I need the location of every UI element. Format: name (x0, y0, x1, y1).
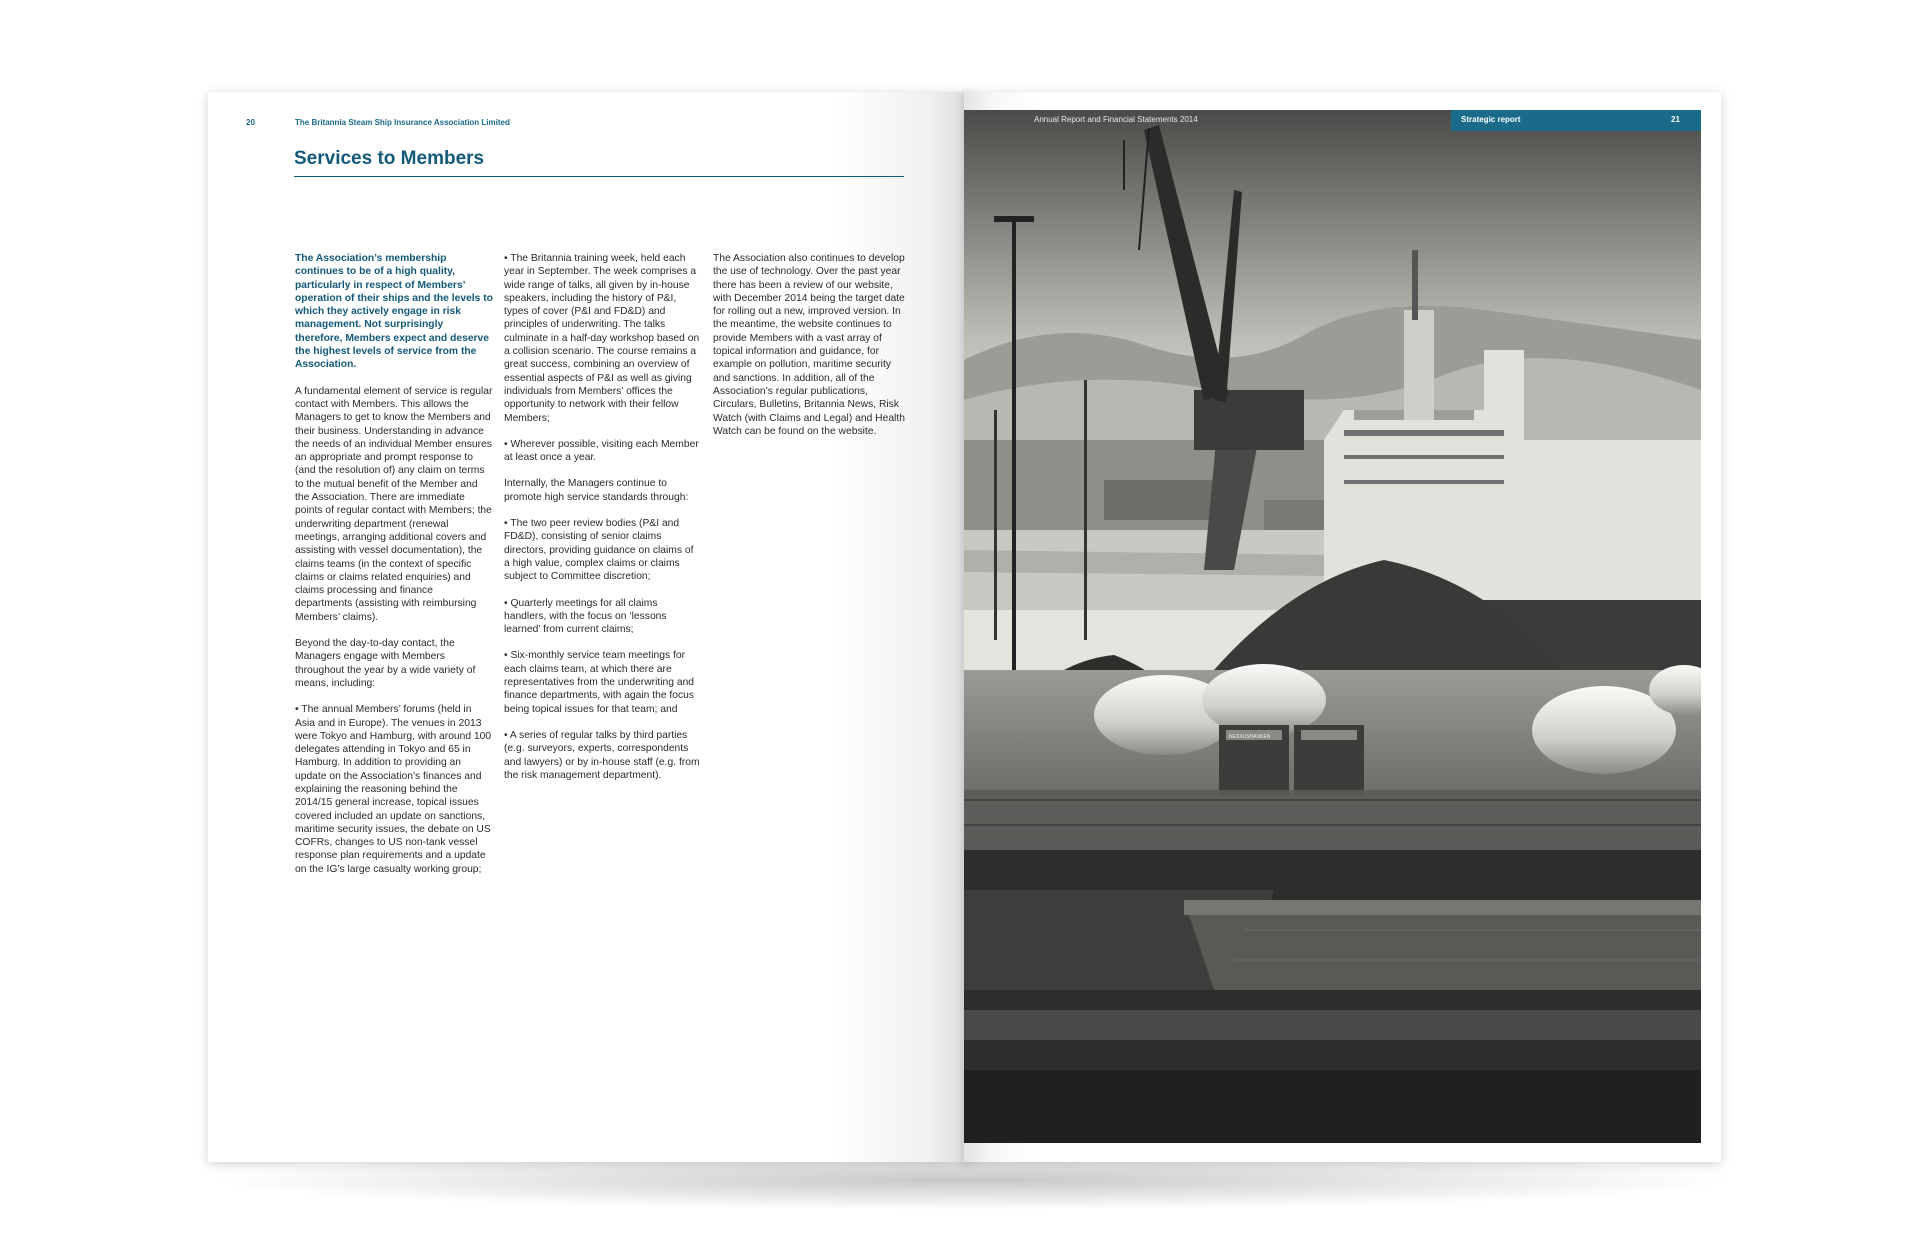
bullet-paragraph: • Six-monthly service team meetings for each claims team, at which there are representatives from the underwriting and finance departments, with again the focus being topical issues for that team; and (504, 650, 695, 715)
section-tab-label: Strategic report (1461, 115, 1521, 124)
title-rule (294, 176, 904, 177)
bullet-paragraph: • The annual Members’ forums (held in Asia and in Europe). The venues in 2013 were Tokyo and Hamburg, with around 100 delegates attending in Tokyo and 65 in Hamburg. In addition to providing an update on the Association’s finances and explaining the reasoning behind the 2014/15 general increase, topical issues covered included an update on sanctions, maritime security issues, the debate on US COFRs, changes to US non-tank vessel response plan requirements and a update on the IG’s large casualty working group; (295, 704, 492, 875)
text-column-2 (504, 252, 702, 795)
body-paragraph: A fundamental element of service is regular contact with Members. This allows the Managers to get to know the Members and their business. Understanding in advance the needs of an individual Member ensures an appropriate and prompt response to (and the resolution of) any claim on terms to the mutual benefit of the Member and the Association. There are immediate points of regular contact with Members; the underwriting department (renewal meetings, arranging additional covers and assisting with vessel documentation), the claims teams (in the context of specific claims or claims related enquiries) and claims processing and finance departments (assisting with reimbursing Members’ claims). (295, 385, 493, 623)
bullet-paragraph: • A series of regular talks by third parties (e.g. surveyors, experts, correspondents and lawyers) or by in-house staff (e.g. from the risk management department). (504, 729, 700, 781)
right-page (964, 92, 1721, 1162)
port-crane-photo-icon (964, 110, 1701, 1143)
intro-paragraph: The Association’s membership continues to be of a high quality, particularly in respect of Members’ operation of their ships and the levels to which they actively engage in risk management. Not surprisingly therefore, Members expect and deserve the highest levels of service from the Association. (295, 253, 493, 371)
section-tab (1451, 110, 1701, 131)
running-head-right: Annual Report and Financial Statements 2014 (1034, 115, 1198, 124)
bullet-paragraph: • Quarterly meetings for all claims handlers, with the focus on ‘lessons learned’ from current claims; (504, 597, 667, 636)
text-column-3 (713, 252, 911, 451)
text-column-1 (295, 252, 493, 889)
truck-label: NEXXUSHAUKEN (1229, 734, 1271, 740)
bullet-paragraph: • The two peer review bodies (P&I and FD&D), consisting of senior claims directors, providing guidance on claims of a high value, complex claims or claims subject to Committee discretion; (504, 518, 694, 583)
page-title: Services to Members (294, 148, 485, 169)
body-paragraph: The Association also continues to develop the use of technology. Over the past year there has been a review of our website, with December 2014 being the target date for rolling out a new, improved version. In the meantime, the website continues to provide Members with a vast array of topical information and guidance, for example on pollution, maritime security and sanctions. In addition, all of the Association’s regular publications, Circulars, Bulletins, Britannia News, Risk Watch (with Claims and Legal) and Health Watch can be found on the website. (713, 253, 905, 437)
bullet-paragraph: • Wherever possible, visiting each Member at least once a year. (504, 438, 699, 464)
running-head-left: The Britannia Steam Ship Insurance Association Limited (295, 118, 510, 127)
body-paragraph: Beyond the day-to-day contact, the Managers engage with Members throughout the year by a wide variety of means, including: (295, 638, 476, 689)
page-number-right: 21 (1671, 115, 1680, 124)
bullet-paragraph: • The Britannia training week, held each year in September. The week comprises a wide range of talks, all given by in-house speakers, including the history of P&I, types of cover (P&I and FD&D) and principles of underwriting. The talks culminate in a half-day workshop based on a collision scenario. The course remains a great success, combining an overview of essential aspects of P&I as well as giving individuals from Members’ offices the opportunity to network with their fellow Members; (504, 253, 700, 424)
body-paragraph: Internally, the Managers continue to promote high service standards through: (504, 478, 689, 503)
page-number-left: 20 (246, 118, 255, 127)
left-page (208, 92, 972, 1162)
